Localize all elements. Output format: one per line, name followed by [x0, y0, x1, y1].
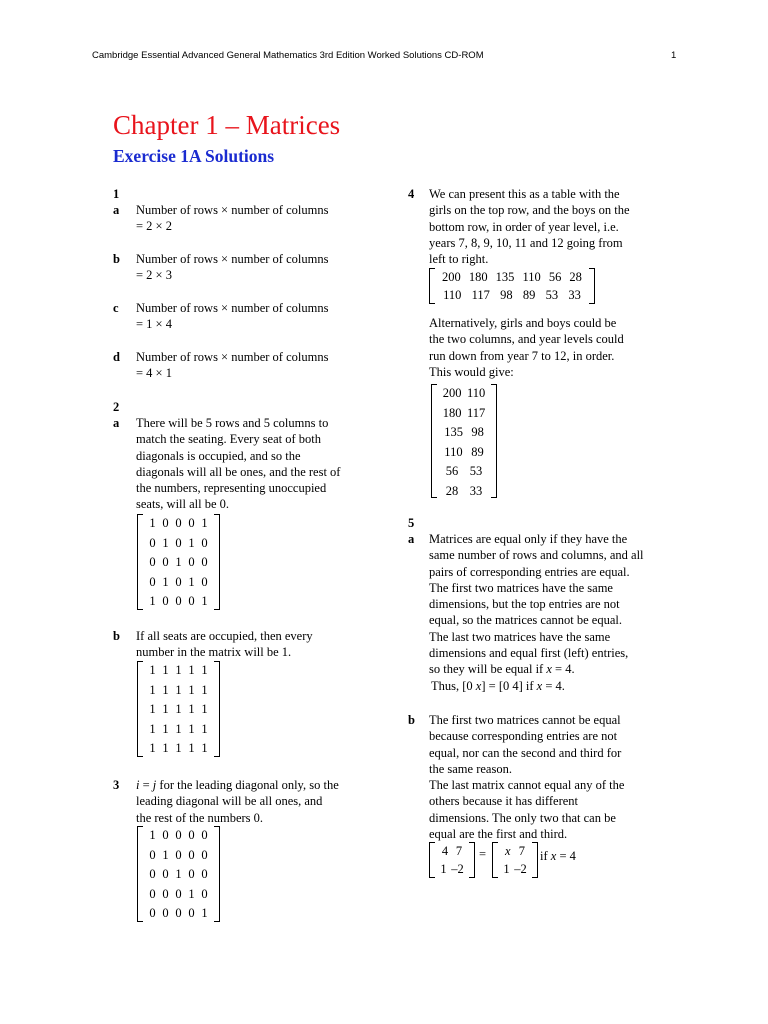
matrix-entry: 0	[201, 867, 208, 881]
text-span: so they will be equal if	[429, 662, 547, 677]
matrix-entry: –2	[514, 861, 527, 876]
matrix-row	[440, 423, 488, 443]
q1-part-text	[136, 300, 328, 333]
matrix-entry: 1	[201, 741, 208, 755]
q3-number: 3	[113, 778, 120, 792]
matrix-row	[440, 443, 488, 463]
matrix-row	[146, 553, 211, 573]
matrix-entry: 0	[175, 574, 182, 589]
matrix-row	[146, 700, 211, 720]
text-span: if	[540, 849, 551, 863]
q2b-text	[136, 628, 313, 661]
matrix-body	[435, 842, 469, 878]
text-line: equal, so the matrices cannot be equal.	[429, 613, 622, 628]
text-line: equal are the first and third.	[429, 827, 568, 842]
text-line: = 2 × 3	[136, 268, 172, 283]
text-line: equal, nor can the second and third for	[429, 745, 622, 760]
right-bracket	[589, 268, 595, 304]
matrix-entry: 1	[201, 721, 208, 736]
matrix-entry: 0	[175, 516, 182, 530]
right-bracket	[491, 384, 497, 498]
matrix-entry: 0	[188, 847, 195, 862]
text-line: the rest of the numbers 0.	[136, 810, 264, 825]
text-line: number in the matrix will be 1.	[136, 645, 292, 660]
q2a-label: a	[113, 416, 120, 430]
q1-number: 1	[113, 187, 120, 201]
q1-part-text	[136, 251, 328, 284]
right-bracket	[214, 661, 220, 757]
matrix-entry: 1	[503, 861, 510, 876]
matrix-entry: 1	[175, 741, 182, 755]
q5a-text	[429, 531, 644, 694]
matrix-entry: 1	[188, 721, 195, 736]
right-bracket	[532, 842, 538, 878]
matrix-entry: 0	[149, 867, 156, 881]
text-line: the numbers, representing unoccupied	[136, 481, 327, 496]
q2a-text	[136, 415, 340, 513]
matrix-row	[146, 865, 211, 885]
matrix-entry: 0	[162, 828, 169, 842]
matrix-entry: 0	[188, 594, 195, 608]
matrix-row	[146, 514, 211, 534]
text-span: ] = [0 4] if	[481, 678, 537, 693]
text-line: because corresponding entries are not	[429, 729, 618, 744]
q1-part-text	[136, 349, 328, 382]
matrix-entry: 1	[175, 867, 182, 881]
matrix-entry: 1	[201, 663, 208, 677]
text-line: Number of rows × number of columns	[136, 301, 329, 315]
matrix-entry: 0	[201, 886, 208, 901]
matrix-entry: 0	[162, 886, 169, 901]
matrix-entry: 1	[162, 663, 169, 677]
matrix-entry: 117	[471, 287, 490, 302]
text-line: If all seats are occupied, then every	[136, 629, 313, 643]
text-line: Alternatively, girls and boys could be	[429, 316, 617, 330]
matrix-entry: 1	[149, 516, 156, 530]
var-x: x	[505, 843, 511, 858]
matrix-entry: 110	[466, 386, 486, 400]
matrix-entry: 98	[500, 287, 513, 302]
matrix-entry: 1	[188, 741, 195, 755]
text-span: = 4.	[551, 662, 575, 677]
exercise-title: Exercise 1A Solutions	[113, 146, 275, 166]
var-x: x	[546, 662, 552, 677]
matrix-entry: 56	[548, 269, 562, 284]
matrix-entry: 0	[188, 867, 195, 881]
text-line: dimensions. The only two that can be	[429, 810, 616, 825]
matrix-body	[143, 826, 214, 922]
matrix-entry: 117	[466, 405, 486, 420]
q5b-matrix-right	[492, 842, 538, 878]
q3-text	[136, 777, 339, 826]
text-line: Number of rows × number of columns	[136, 203, 329, 217]
matrix-row	[146, 534, 211, 554]
matrix-entry: 1	[162, 535, 169, 550]
q5b-text	[429, 712, 624, 842]
text-line: The last two matrices have the same	[429, 629, 611, 644]
matrix-row	[146, 661, 211, 681]
matrix-row	[501, 843, 529, 860]
matrix-entry: 0	[201, 574, 208, 589]
q1-part-label: d	[113, 350, 120, 364]
matrix-entry: 0	[175, 886, 182, 901]
var-x: x	[475, 678, 482, 693]
q5a-label: a	[408, 532, 415, 546]
matrix-entry: 1	[162, 682, 169, 697]
matrix-entry: 89	[522, 287, 536, 302]
text-line	[429, 661, 644, 677]
matrix-row	[438, 269, 586, 286]
matrix-entry: 0	[188, 906, 195, 920]
matrix-entry: 1	[162, 702, 169, 716]
matrix-row	[440, 462, 488, 482]
text-line: years 7, 8, 9, 10, 11 and 12 going from	[429, 235, 623, 250]
matrix-entry: 1	[175, 555, 182, 569]
matrix-entry: 1	[162, 574, 169, 589]
text-line: others because it has different	[429, 794, 579, 809]
var-i: i	[136, 778, 140, 792]
q5b-label: b	[408, 713, 415, 727]
matrix-row	[146, 681, 211, 701]
right-bracket	[214, 826, 220, 922]
text-line	[136, 777, 339, 793]
matrix-body	[143, 661, 214, 757]
matrix-entry: 110	[444, 444, 463, 459]
matrix-row	[146, 720, 211, 740]
q4-matrix-cols	[431, 384, 497, 498]
text-span: = 4.	[542, 678, 565, 693]
matrix-entry: 1	[201, 906, 208, 920]
text-line	[429, 678, 644, 694]
matrix-entry: 0	[201, 555, 208, 569]
matrix-entry: 1	[188, 702, 195, 716]
matrix-entry: 1	[175, 682, 182, 697]
text-line: There will be 5 rows and 5 columns to	[136, 416, 329, 430]
matrix-row	[438, 843, 466, 860]
matrix-entry: 135	[495, 269, 515, 284]
q5-number: 5	[408, 516, 415, 530]
matrix-body	[435, 268, 589, 304]
chapter-title: Chapter 1 – Matrices	[113, 110, 341, 140]
text-span: for the leading diagonal only, so the	[156, 778, 339, 792]
right-bracket	[214, 514, 220, 610]
matrix-entry: 110	[443, 287, 462, 302]
matrix-row	[438, 287, 586, 304]
matrix-entry: 110	[522, 269, 541, 284]
matrix-entry: 1	[149, 682, 156, 697]
matrix-entry: 1	[149, 702, 156, 716]
matrix-entry: 1	[162, 847, 169, 862]
matrix-entry: 0	[188, 555, 195, 569]
matrix-entry: 7	[455, 843, 463, 858]
text-line: girls on the top row, and the boys on the	[429, 203, 630, 218]
text-line: pairs of corresponding entries are equal.	[429, 564, 630, 579]
matrix-entry: 0	[149, 555, 156, 569]
q1-part-text	[136, 202, 328, 235]
matrix-row	[146, 826, 211, 846]
text-line: = 1 × 4	[136, 317, 172, 332]
text-line: run down from year 7 to 12, in order.	[429, 348, 615, 363]
right-bracket	[469, 842, 475, 878]
matrix-entry: 0	[201, 847, 208, 862]
matrix-entry: 1	[201, 702, 208, 716]
matrix-entry: 1	[201, 516, 208, 530]
matrix-entry: 7	[518, 843, 525, 858]
matrix-entry: 1	[201, 682, 208, 697]
matrix-entry: 0	[149, 535, 156, 550]
text-line: match the seating. Every seat of both	[136, 432, 322, 447]
matrix-entry: 1	[162, 721, 169, 736]
q1-part-label: c	[113, 301, 119, 315]
text-line: the same reason.	[429, 761, 512, 776]
equals: =	[139, 778, 153, 792]
q4-number: 4	[408, 187, 415, 201]
matrix-row	[501, 861, 529, 878]
text-line: Number of rows × number of columns	[136, 252, 329, 266]
page-number: 1	[671, 50, 677, 61]
text-line: same number of rows and columns, and all	[429, 548, 644, 563]
matrix-entry: 180	[468, 269, 488, 284]
matrix-row	[146, 846, 211, 866]
text-line: leading diagonal will be all ones, and	[136, 794, 323, 809]
q4-text	[429, 186, 630, 267]
matrix-entry: 1	[149, 594, 156, 608]
text-line: The first two matrices cannot be equal	[429, 713, 621, 727]
text-line: This would give:	[429, 364, 514, 379]
matrix-entry: 0	[149, 886, 156, 901]
matrix-entry: 0	[175, 828, 182, 842]
matrix-entry: 28	[445, 483, 459, 498]
matrix-entry: 1	[162, 741, 169, 755]
matrix-entry: 0	[188, 828, 195, 842]
text-span: = 4	[556, 849, 576, 863]
matrix-row	[146, 592, 211, 612]
text-line: The last matrix cannot equal any of the	[429, 778, 625, 793]
matrix-entry: 1	[440, 861, 447, 876]
matrix-row	[146, 904, 211, 924]
matrix-entry: 53	[469, 464, 483, 478]
matrix-entry: 1	[201, 594, 208, 608]
matrix-entry: 28	[569, 269, 582, 284]
matrix-entry: 98	[471, 425, 484, 439]
matrix-entry: 1	[175, 663, 182, 677]
matrix-entry: 0	[149, 574, 156, 589]
q3-matrix	[137, 826, 220, 922]
q4-matrix-rows	[429, 268, 595, 304]
q1-part-label: a	[113, 203, 120, 217]
matrix-entry: 0	[162, 594, 169, 608]
matrix-entry: 56	[445, 464, 459, 478]
matrix-entry: 53	[545, 287, 559, 302]
matrix-entry: 0	[201, 828, 208, 842]
matrix-entry: 200	[442, 269, 461, 284]
text-line: bottom row, in order of year level, i.e.	[429, 219, 619, 234]
var-x: x	[536, 678, 543, 693]
matrix-body	[498, 842, 532, 878]
var-j: j	[152, 778, 157, 792]
text-line: Number of rows × number of columns	[136, 350, 329, 364]
q1-part-label: b	[113, 252, 120, 266]
matrix-entry: 1	[188, 663, 195, 677]
q2-number: 2	[113, 400, 120, 414]
text-line: dimensions, but the top entries are not	[429, 597, 620, 612]
text-line: dimensions and equal first (left) entries,	[429, 646, 629, 661]
matrix-entry: 4	[441, 843, 449, 858]
matrix-row	[146, 573, 211, 593]
matrix-entry: 0	[162, 516, 169, 530]
text-line: = 4 × 1	[136, 366, 172, 381]
q2a-matrix	[137, 514, 220, 610]
matrix-entry: 0	[201, 535, 208, 550]
text-line: The first two matrices have the same	[429, 580, 613, 595]
matrix-entry: 200	[442, 386, 462, 400]
matrix-entry: 0	[162, 867, 169, 881]
matrix-entry: 0	[175, 906, 182, 920]
text-line: Matrices are equal only if they have the	[429, 532, 628, 546]
matrix-entry: 1	[175, 702, 182, 716]
matrix-row	[438, 861, 466, 878]
matrix-entry: 135	[444, 425, 463, 439]
q2b-matrix	[137, 661, 220, 757]
q2b-label: b	[113, 629, 120, 643]
matrix-row	[440, 384, 488, 404]
text-line: diagonals will all be ones, and the rest of	[136, 464, 341, 479]
matrix-row	[146, 739, 211, 759]
matrix-row	[440, 404, 488, 424]
text-line: left to right.	[429, 252, 489, 267]
matrix-entry: –2	[451, 861, 464, 876]
text-line: diagonals is occupied, and so the	[136, 448, 301, 463]
q5b-condition	[540, 848, 576, 864]
matrix-entry: 89	[471, 444, 484, 459]
text-line: We can present this as a table with the	[429, 187, 620, 201]
matrix-entry: 0	[162, 555, 169, 569]
matrix-entry: 1	[188, 886, 195, 901]
text-span: Thus, [0	[431, 678, 476, 693]
matrix-entry: 1	[175, 721, 182, 736]
matrix-entry: 33	[568, 287, 581, 302]
q5b-equals: =	[479, 847, 487, 861]
matrix-entry: 0	[175, 847, 182, 862]
matrix-entry: 0	[162, 906, 169, 920]
matrix-entry: 0	[149, 847, 156, 862]
q4-alt-text	[429, 315, 624, 380]
matrix-entry: 1	[149, 721, 156, 736]
matrix-entry: 1	[149, 828, 156, 842]
text-line: the two columns, and year levels could	[429, 332, 624, 347]
text-line: = 2 × 2	[136, 219, 172, 234]
running-header: Cambridge Essential Advanced General Mathematics 3rd Edition Worked Solutions CD-ROM	[92, 50, 484, 61]
matrix-entry: 33	[469, 483, 483, 498]
matrix-entry: 1	[188, 535, 195, 550]
matrix-entry: 180	[442, 405, 462, 420]
matrix-entry: 0	[175, 594, 182, 608]
matrix-body	[143, 514, 214, 610]
matrix-row	[440, 482, 488, 502]
matrix-entry: 0	[149, 906, 156, 920]
var-x: x	[550, 849, 557, 863]
matrix-entry: 0	[175, 535, 182, 550]
matrix-entry: 1	[149, 663, 156, 677]
matrix-entry: 1	[188, 682, 195, 697]
text-line: seats, will all be 0.	[136, 497, 230, 512]
matrix-entry: 1	[188, 574, 195, 589]
matrix-body	[437, 384, 491, 498]
matrix-entry: 1	[149, 741, 156, 755]
matrix-entry: 0	[188, 516, 195, 530]
matrix-row	[146, 885, 211, 905]
q5b-matrix-left	[429, 842, 475, 878]
